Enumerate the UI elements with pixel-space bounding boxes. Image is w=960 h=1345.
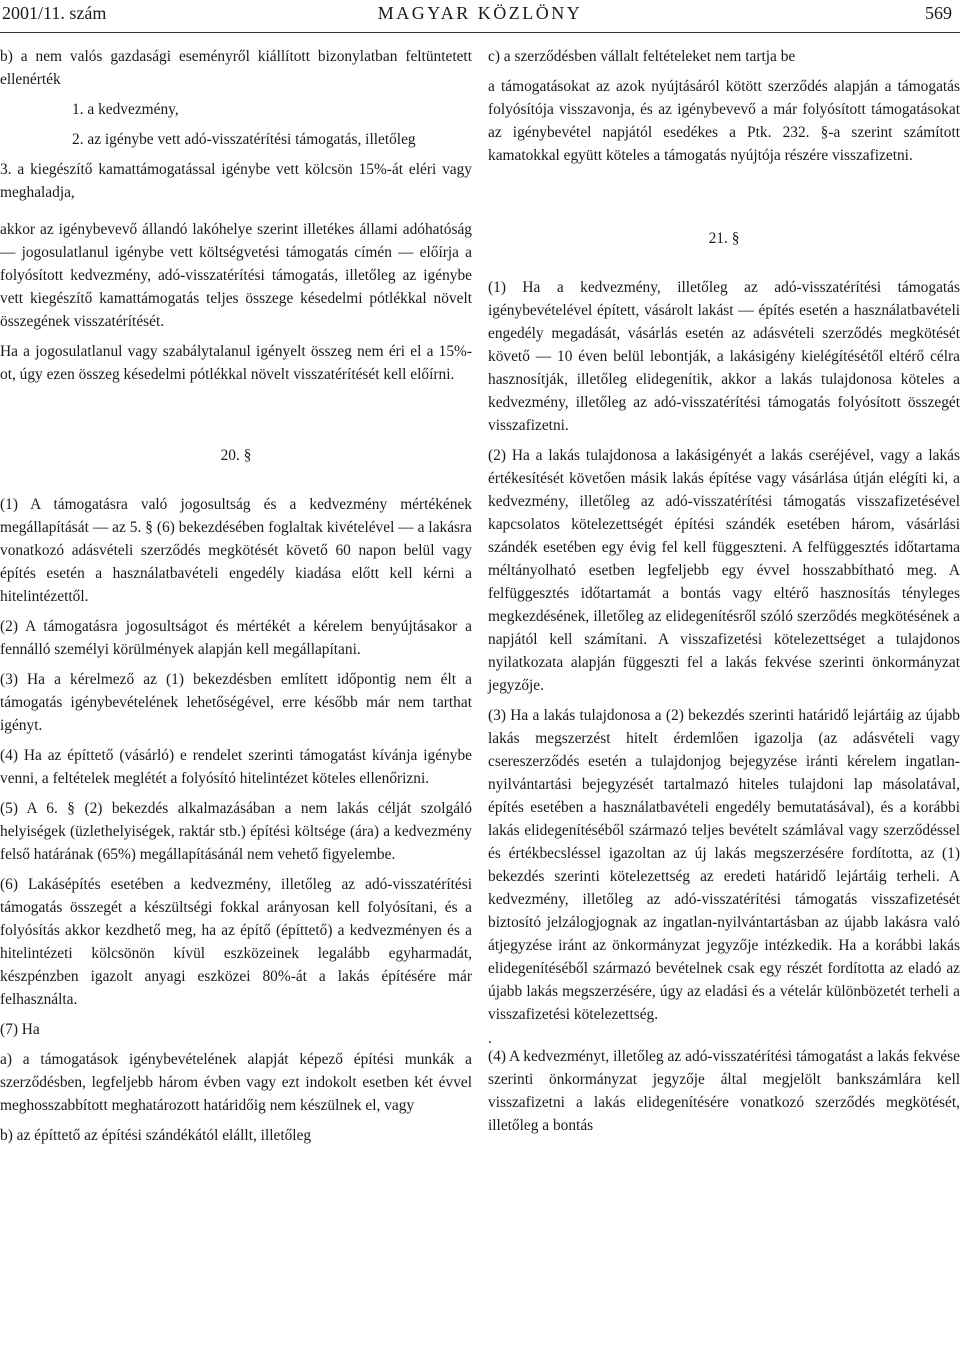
paragraph-tamogatas: a támogatásokat az azok nyújtásáról kötött szerződés alapján a támogatás folyósítója visszavonja, és az igénybevevő a már folyósított támogatásokat az igénybevétel napjától esedékes a Ptk. 232. §-a szerint számított kamatokkal együtt köteles a támogatás nyújtója részére visszafizetni. <box>488 78 960 164</box>
paragraph-20-2: (2) A támogatásra jogosultságot és mértékét a kérelem benyújtásakor a fennálló személyi körülmények alapján kell megállapítani. <box>0 618 472 658</box>
issue-number: 2001/11. szám <box>2 3 107 23</box>
stray-dot: . <box>488 1030 492 1047</box>
left-column <box>0 45 472 1154</box>
sub-list <box>0 98 472 151</box>
paragraph-20-7: (7) Ha <box>0 1021 40 1038</box>
paragraph-20-6: (6) Lakásépítés esetében a kedvezmény, illetőleg az adó-visszatérítési támogatás összegét a készültségi fokkal arányosan kell folyósítani, és a folyósítás akkor kezdhető meg, ha az építő (építtető) a kedvezményen és a hitelintézeti kölcsönön kívül eszközeinek legalább egyharmadát, készpénzben igazolt anyagi eszközei 80%-át a lakás építésére már felhasználta. <box>0 876 472 1008</box>
section-heading-20: 20. § <box>220 447 252 464</box>
paragraph-20-3: (3) Ha a kérelmező az (1) bekezdésben említett időpontig nem élt a támogatás igénybevételének lehetőségével, erre később már nem tarthat igényt. <box>0 671 472 734</box>
paragraph-21-3: (3) Ha a lakás tulajdonosa a (2) bekezdés szerinti határidő lejártáig az újabb lakás megszerzést hitelt érdemlően igazolja (az adásvételi vagy csereszerződés esetén a tulajdonjog bejegyzése iránti kérelem ingatlan-nyilvántartási bejegyzését tartalmazó hiteles tulajdoni lap másolatával, építés esetében a használatbavételi engedély bemutatásával), és a korábbi lakás elidegenítéséből származó teljes bevételt számlával vagy szerződéssel és értékbecsléssel igazoltan az új lakás megszerzésére fordította, az (1) bekezdés szerinti kötelezettség az eredeti határidő lejártáig terheli. A kedvezmény, illetőleg az adó-visszatérítési támogatás visszafizetését biztosító jelzálogjognak az ingatlan-nyilvántartásban az újabb lakásra való átjegyzése iránt az önkormányzat jegyzője intézkedik. Ha a korábbi lakás elidegenítéséből származó bevételnek csak egy részét fordította az eladó az újabb lakás megszerzésére, úgy az eladási és a vételár különbözetét terheli a visszafizetési kötelezettség. <box>488 707 960 1023</box>
sub-item-1: 1. a kedvezmény, <box>72 101 179 118</box>
paragraph-20-5: (5) A 6. § (2) bekezdés alkalmazásában a nem lakás célját szolgáló helyiségek (üzlethelyiségek, raktár stb.) építési költsége (ára) a kedvezmény felső határának (65%) megállapításánál nem vehető figyelembe. <box>0 800 472 863</box>
sub-item-2: 2. az igénybe vett adó-visszatérítési támogatás, illetőleg <box>72 131 416 148</box>
paragraph-20-7a: a) a támogatások igénybevételének alapját képező építési munkák a szerződésben, legfeljebb három évben vagy ezt indokolt esetben két évvel meghosszabbított meghatározott határidőig nem készülnek el, vagy <box>0 1051 472 1114</box>
paragraph-20-7b: b) az építtető az építési szándékától elállt, illetőleg <box>0 1127 312 1144</box>
paragraph-b: b) a nem valós gazdasági eseményről kiállított bizonylatban feltüntetett ellenérték <box>0 48 472 88</box>
sub-item-3: 3. a kiegészítő kamattámogatással igénybe vett kölcsön 15%-át eléri vagy meghaladja, <box>0 161 472 201</box>
paragraph-ha: Ha a jogosulatlanul vagy szabálytalanul igényelt összeg nem éri el a 15%-ot, úgy ezen összeg késedelmi pótlékkal növelt visszatérítését kell előírni. <box>0 343 472 383</box>
paragraph-c: c) a szerződésben vállalt feltételeket nem tartja be <box>488 48 796 65</box>
paragraph-20-1: (1) A támogatásra való jogosultság és a kedvezmény mértékének megállapítását — az 5. § (6) bekezdésében foglaltak kivételével — a lakásra vonatkozó adásvételi szerződés megkötését követő 60 napon belül vagy építés esetén a használatbavételi engedély kiadása előtt kell kérni a hitelintézettől. <box>0 496 472 605</box>
right-column <box>488 45 960 1144</box>
page-header <box>0 0 960 32</box>
paragraph-akkor: akkor az igénybevevő állandó lakóhelye szerint illetékes állami adóhatóság — jogosulatlanul igénybe vett költségvetési támogatás címén — előírja a folyósított kedvezmény, adó-visszatérítési támogatás, illetőleg az igénybe vett kiegészítő kamattámogatás teljes összege késedelmi pótlékkal növelt összegének visszatérítését. <box>0 221 472 330</box>
paragraph-21-4: (4) A kedvezményt, illetőleg az adó-visszatérítési támogatást a lakás fekvése szerinti önkormányzat jegyzője által megjelölt bankszámlára kell visszafizetni a lakás elidegenítésére vonatkozó szerződés megkötését, illetőleg a bontás <box>488 1048 960 1134</box>
paragraph-20-4: (4) Ha az építtető (vásárló) e rendelet szerinti támogatást kívánja igénybe venni, a feltételek meglétét a folyósító hitelintézet köteles ellenőrizni. <box>0 747 472 787</box>
journal-title: MAGYAR KÖZLÖNY <box>377 3 583 23</box>
page-number: 569 <box>925 3 952 23</box>
section-heading-21: 21. § <box>708 230 740 247</box>
paragraph-21-2: (2) Ha a lakás tulajdonosa a lakásigényét a lakás cseréjével, vagy a lakás értékesítését követően másik lakás építése vagy vásárlása útján elégíti ki, a kedvezmény, illetőleg az adó-visszatérítési támogatás visszafizetésével kapcsolatos kötelezettségét építési szándék esetében három, vásárlási szándék esetében egy évig fel kell függeszteni. A felfüggesztés időtartama méltányolható esetben legfeljebb egy évvel hosszabbítható meg. A felfüggesztés időtartamát a bontás vagy eltérő hasznosítás tényleges megkezdésének, illetőleg az elidegenítésről szóló szerződés megkötésének a napjától kell számítani. A visszafizetési kötelezettséget a tulajdonos nyilatkozata alapján függeszti fel a lakás fekvése szerinti önkormányzat jegyzője. <box>488 447 960 694</box>
header-rule <box>0 32 960 33</box>
paragraph-21-1: (1) Ha a kedvezmény, illetőleg az adó-visszatérítési támogatás igénybevételével épített, vásárolt lakást — építés esetén a használatbavételi engedély megadását, vásárlás esetén az adásvételi szerződés megkötését követő — 10 éven belül lebontják, a lakásigény kielégítésétől eltérő célra hasznosítják, illetőleg elidegenítik, akkor a lakás tulajdonosa köteles a kedvezmény, illetőleg az adó-visszatérítési támogatás folyósított összegét visszafizetni. <box>488 279 960 434</box>
